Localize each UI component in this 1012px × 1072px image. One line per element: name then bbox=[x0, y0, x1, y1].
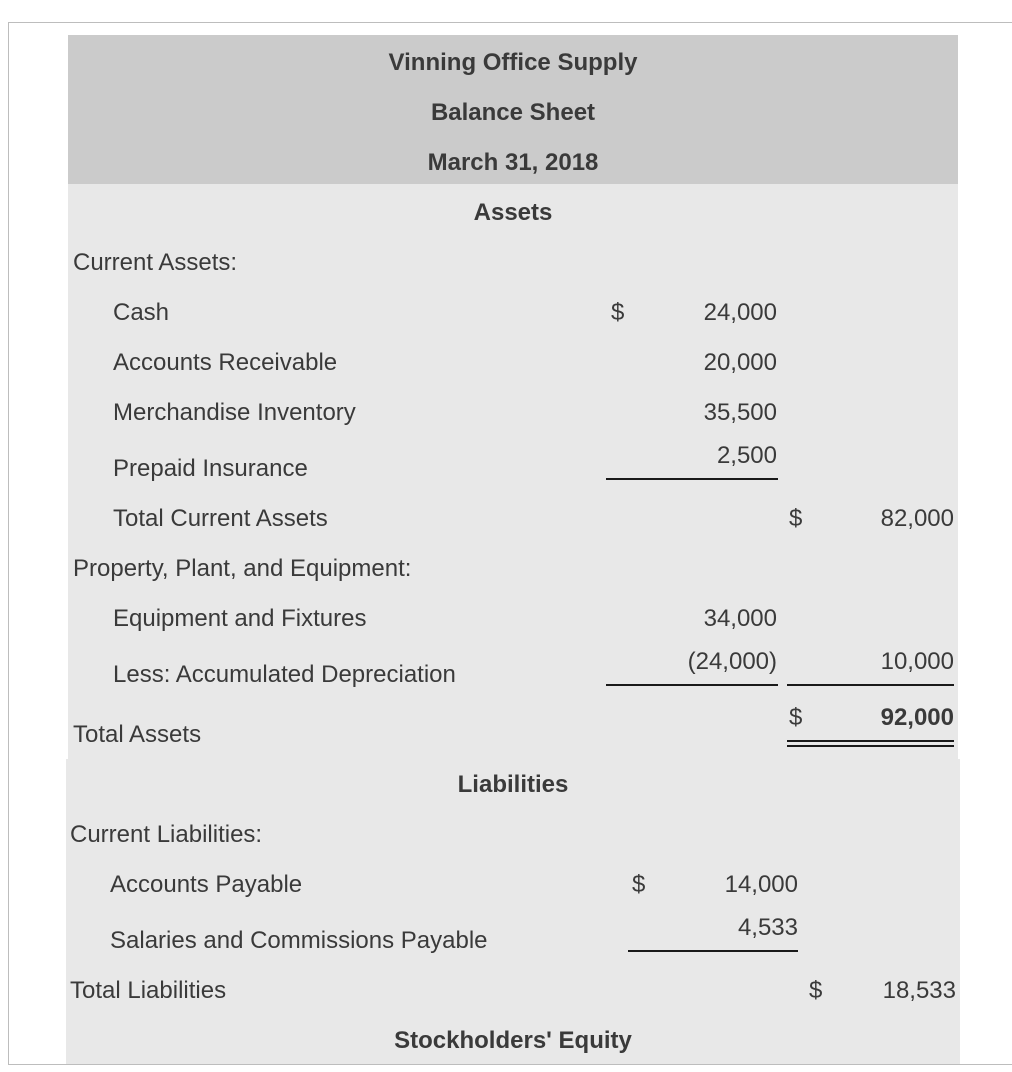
total-assets-amount: 92,000 bbox=[880, 704, 954, 731]
prepaid-insurance-label: Prepaid Insurance bbox=[113, 455, 308, 482]
total-current-assets-dollar-sign: $ bbox=[789, 505, 803, 532]
inventory-amount: 35,500 bbox=[703, 399, 777, 426]
accounts-receivable-amount: 20,000 bbox=[703, 349, 777, 376]
current-assets-label: Current Assets: bbox=[73, 249, 238, 276]
accounts-payable-amount: 14,000 bbox=[724, 871, 798, 898]
assets-heading: Assets bbox=[473, 199, 553, 226]
total-assets-label: Total Assets bbox=[73, 721, 202, 748]
equipment-label: Equipment and Fixtures bbox=[113, 605, 367, 632]
cash-label: Cash bbox=[113, 299, 170, 326]
frame-top-border bbox=[8, 22, 1012, 23]
prepaid-insurance-amount: 2,500 bbox=[716, 442, 777, 469]
cash-amount: 24,000 bbox=[703, 299, 777, 326]
total-assets-double-rule-bottom bbox=[787, 745, 954, 747]
total-liabilities-dollar-sign: $ bbox=[809, 977, 823, 1004]
accumulated-depreciation-amount: (24,000) bbox=[687, 648, 777, 675]
equipment-subtotal-rule bbox=[606, 684, 778, 686]
equipment-amount: 34,000 bbox=[703, 605, 777, 632]
accumulated-depreciation-label: Less: Accumulated Depreciation bbox=[113, 661, 456, 688]
total-liabilities-label: Total Liabilities bbox=[70, 977, 227, 1004]
equity-heading: Stockholders' Equity bbox=[394, 1027, 632, 1054]
cash-dollar-sign: $ bbox=[611, 299, 625, 326]
inventory-label: Merchandise Inventory bbox=[113, 399, 356, 426]
salaries-payable-label: Salaries and Commissions Payable bbox=[110, 927, 488, 954]
ppe-label: Property, Plant, and Equipment: bbox=[73, 555, 412, 582]
frame-left-border bbox=[8, 22, 9, 1064]
total-liabilities-amount: 18,533 bbox=[882, 977, 956, 1004]
current-liabilities-subtotal-rule bbox=[628, 950, 798, 952]
accounts-payable-dollar-sign: $ bbox=[632, 871, 646, 898]
current-assets-subtotal-rule bbox=[606, 478, 778, 480]
statement-title: Balance Sheet bbox=[430, 99, 596, 126]
statement-date: March 31, 2018 bbox=[427, 149, 599, 176]
total-current-assets-amount: 82,000 bbox=[880, 505, 954, 532]
company-name: Vinning Office Supply bbox=[388, 49, 638, 76]
ppe-net-amount: 10,000 bbox=[880, 648, 954, 675]
liabilities-heading: Liabilities bbox=[457, 771, 569, 798]
total-assets-double-rule-top bbox=[787, 740, 954, 742]
liabilities-panel bbox=[66, 759, 960, 1064]
accounts-receivable-label: Accounts Receivable bbox=[113, 349, 338, 376]
total-current-assets-label: Total Current Assets bbox=[113, 505, 328, 532]
salaries-payable-amount: 4,533 bbox=[737, 914, 798, 941]
frame-bottom-border bbox=[8, 1064, 1012, 1065]
accounts-payable-label: Accounts Payable bbox=[110, 871, 303, 898]
total-assets-dollar-sign: $ bbox=[789, 704, 803, 731]
current-liabilities-label: Current Liabilities: bbox=[70, 821, 263, 848]
ppe-net-rule bbox=[787, 684, 954, 686]
